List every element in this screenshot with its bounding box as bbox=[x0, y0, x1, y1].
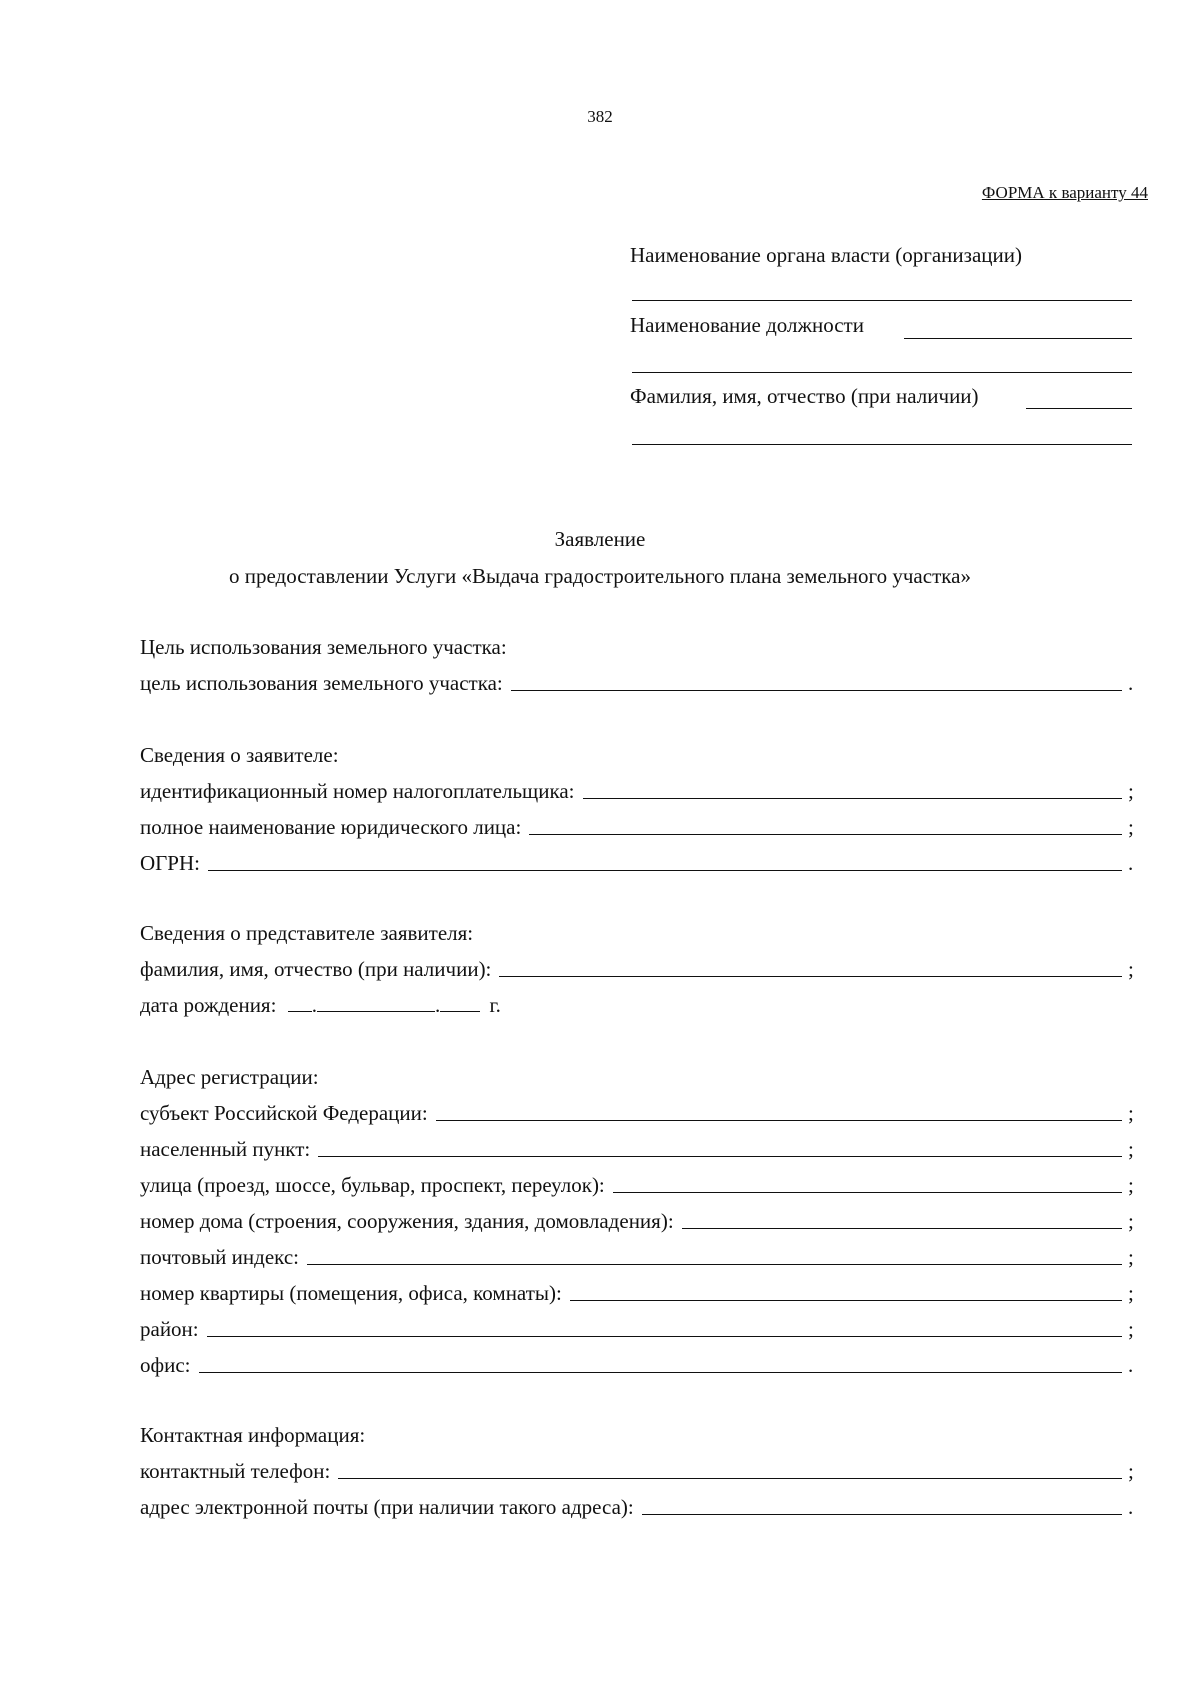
birth-date-separator: . bbox=[311, 993, 317, 1017]
field-label: ОГРН: bbox=[140, 851, 200, 875]
input-line[interactable] bbox=[511, 670, 1122, 691]
form-field-row bbox=[140, 1204, 1140, 1234]
birth-date-row bbox=[140, 992, 501, 1018]
field-label: полное наименование юридического лица: bbox=[140, 815, 522, 839]
section-heading-address: Адрес регистрации: bbox=[140, 1065, 319, 1089]
field-terminator: . bbox=[1128, 851, 1134, 875]
field-label: улица (проезд, шоссе, бульвар, проспект, переулок): bbox=[140, 1173, 605, 1197]
form-field-row bbox=[140, 666, 1140, 696]
form-field-row bbox=[140, 1276, 1140, 1306]
input-line[interactable] bbox=[499, 956, 1122, 977]
form-field-row bbox=[140, 1348, 1140, 1378]
field-terminator: . bbox=[1128, 1353, 1134, 1377]
field-terminator: . bbox=[1128, 671, 1134, 695]
person-line bbox=[632, 444, 1132, 445]
field-label: населенный пункт: bbox=[140, 1137, 311, 1161]
field-terminator: ; bbox=[1128, 1209, 1134, 1233]
form-field-row bbox=[140, 1490, 1140, 1520]
form-field-row bbox=[140, 1240, 1140, 1270]
section-heading-applicant: Сведения о заявителе: bbox=[140, 743, 339, 767]
birth-year-blank[interactable] bbox=[440, 992, 480, 1012]
field-terminator: ; bbox=[1128, 815, 1134, 839]
field-terminator: ; bbox=[1128, 1137, 1134, 1161]
field-terminator: ; bbox=[1128, 1281, 1134, 1305]
input-line[interactable] bbox=[583, 778, 1122, 799]
field-terminator: ; bbox=[1128, 957, 1134, 981]
position-line-inline bbox=[904, 338, 1132, 339]
form-field-row bbox=[140, 1096, 1140, 1126]
input-line[interactable] bbox=[570, 1280, 1122, 1301]
section-heading-contact: Контактная информация: bbox=[140, 1423, 366, 1447]
form-field-row bbox=[140, 1168, 1140, 1198]
form-field-row bbox=[140, 1454, 1140, 1484]
birth-date-label: дата рождения: bbox=[140, 993, 277, 1017]
field-terminator: ; bbox=[1128, 1317, 1134, 1341]
field-label: идентификационный номер налогоплательщика: bbox=[140, 779, 575, 803]
field-terminator: ; bbox=[1128, 1459, 1134, 1483]
field-terminator: ; bbox=[1128, 1173, 1134, 1197]
section-heading-purpose: Цель использования земельного участка: bbox=[140, 635, 507, 659]
birth-day-blank[interactable] bbox=[288, 992, 312, 1012]
field-terminator: . bbox=[1128, 1495, 1134, 1519]
form-field-row bbox=[140, 846, 1140, 876]
form-field-row bbox=[140, 1312, 1140, 1342]
field-label: цель использования земельного участка: bbox=[140, 671, 503, 695]
input-line[interactable] bbox=[682, 1208, 1122, 1229]
document-subtitle: о предоставлении Услуги «Выдача градостроительного плана земельного участка» bbox=[229, 564, 971, 588]
input-line[interactable] bbox=[642, 1494, 1122, 1515]
input-line[interactable] bbox=[613, 1172, 1122, 1193]
field-label: номер дома (строения, сооружения, здания, домовладения): bbox=[140, 1209, 674, 1233]
input-line[interactable] bbox=[208, 850, 1122, 871]
page-number: 382 bbox=[587, 107, 613, 126]
field-label: почтовый индекс: bbox=[140, 1245, 299, 1269]
input-line[interactable] bbox=[529, 814, 1122, 835]
position-line bbox=[632, 372, 1132, 373]
document-title: Заявление bbox=[554, 527, 646, 551]
input-line[interactable] bbox=[307, 1244, 1122, 1265]
form-field-row bbox=[140, 774, 1140, 804]
field-label: контактный телефон: bbox=[140, 1459, 331, 1483]
field-label: фамилия, имя, отчество (при наличии): bbox=[140, 957, 492, 981]
input-line[interactable] bbox=[436, 1100, 1122, 1121]
person-label: Фамилия, имя, отчество (при наличии) bbox=[630, 384, 979, 408]
input-line[interactable] bbox=[338, 1458, 1122, 1479]
field-terminator: ; bbox=[1128, 1245, 1134, 1269]
form-field-row bbox=[140, 810, 1140, 840]
field-label: адрес электронной почты (при наличии такого адреса): bbox=[140, 1495, 634, 1519]
input-line[interactable] bbox=[207, 1316, 1122, 1337]
birth-year-suffix: г. bbox=[489, 993, 501, 1017]
form-field-row bbox=[140, 952, 1140, 982]
form-field-row bbox=[140, 1132, 1140, 1162]
form-reference: ФОРМА к варианту 44 bbox=[981, 183, 1148, 202]
input-line[interactable] bbox=[199, 1352, 1122, 1373]
field-label: номер квартиры (помещения, офиса, комнаты): bbox=[140, 1281, 562, 1305]
person-line-inline bbox=[1026, 408, 1132, 409]
field-label: район: bbox=[140, 1317, 199, 1341]
authority-label: Наименование органа власти (организации) bbox=[630, 243, 1022, 267]
field-terminator: ; bbox=[1128, 779, 1134, 803]
field-terminator: ; bbox=[1128, 1101, 1134, 1125]
birth-date-separator: . bbox=[434, 993, 441, 1017]
authority-line bbox=[632, 300, 1132, 301]
field-label: офис: bbox=[140, 1353, 191, 1377]
field-label: субъект Российской Федерации: bbox=[140, 1101, 428, 1125]
input-line[interactable] bbox=[318, 1136, 1122, 1157]
position-label: Наименование должности bbox=[630, 313, 864, 337]
section-heading-representative: Сведения о представителе заявителя: bbox=[140, 921, 474, 945]
birth-month-blank[interactable] bbox=[317, 992, 435, 1012]
